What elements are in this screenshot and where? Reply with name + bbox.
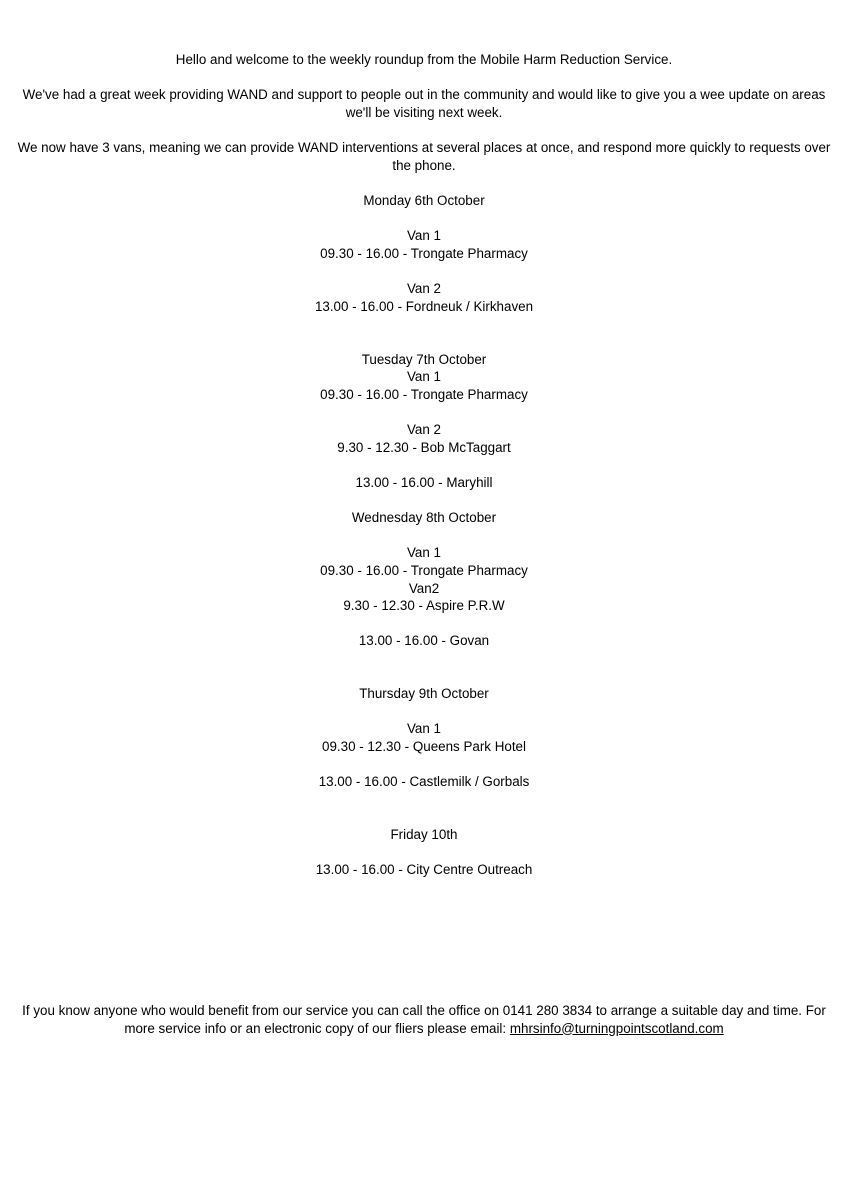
vans-paragraph: We now have 3 vans, meaning we can provide WAND interventions at several places at once, and respond more quickly to requests over the phone. (17, 140, 831, 173)
wednesday-van2-label: Van2 (408, 581, 440, 596)
tuesday-van1-slot: 09.30 - 16.00 - Trongate Pharmacy (320, 387, 528, 402)
wednesday-van2-slot-1: 9.30 - 12.30 - Aspire P.R.W (343, 598, 505, 613)
thursday-van1-slot-2: 13.00 - 16.00 - Castlemilk / Gorbals (318, 774, 530, 789)
tuesday-van2-label: Van 2 (407, 422, 441, 437)
monday-van2-slot: 13.00 - 16.00 - Fordneuk / Kirkhaven (314, 299, 534, 314)
tuesday-van1-label: Van 1 (407, 369, 441, 384)
contact-paragraph (10, 1002, 838, 1037)
tuesday-van2-slot-2: 13.00 - 16.00 - Maryhill (355, 475, 493, 490)
friday-heading: Friday 10th (390, 827, 458, 842)
contact-text: If you know anyone who would benefit from our service you can call the office on 0141 280 3834 to arrange a suitable day and time. For more service info or an electronic copy of our fliers please email: (22, 1003, 826, 1036)
wednesday-van1-slot: 09.30 - 16.00 - Trongate Pharmacy (320, 563, 528, 578)
wednesday-heading: Wednesday 8th October (351, 510, 497, 525)
email-link[interactable]: mhrsinfo@turningpointscotland.com (509, 1020, 724, 1036)
welcome-text: Hello and welcome to the weekly roundup from the Mobile Harm Reduction Service. (175, 52, 673, 67)
tuesday-heading: Tuesday 7th October (361, 352, 487, 367)
monday-van1-slot: 09.30 - 16.00 - Trongate Pharmacy (320, 246, 528, 261)
monday-van1-label: Van 1 (407, 228, 441, 243)
friday-slot: 13.00 - 16.00 - City Centre Outreach (315, 862, 533, 877)
great-week-paragraph: We've had a great week providing WAND and support to people out in the community and would like to give you a wee update on areas we'll be visiting next week. (22, 87, 826, 120)
monday-heading: Monday 6th October (363, 193, 485, 208)
wednesday-van1-label: Van 1 (407, 545, 441, 560)
wednesday-van2-slot-2: 13.00 - 16.00 - Govan (358, 633, 490, 648)
thursday-heading: Thursday 9th October (359, 686, 489, 701)
tuesday-van2-slot-1: 9.30 - 12.30 - Bob McTaggart (337, 440, 511, 455)
thursday-van1-label: Van 1 (407, 721, 441, 736)
thursday-van1-slot-1: 09.30 - 12.30 - Queens Park Hotel (322, 739, 526, 754)
monday-van2-label: Van 2 (407, 281, 441, 296)
